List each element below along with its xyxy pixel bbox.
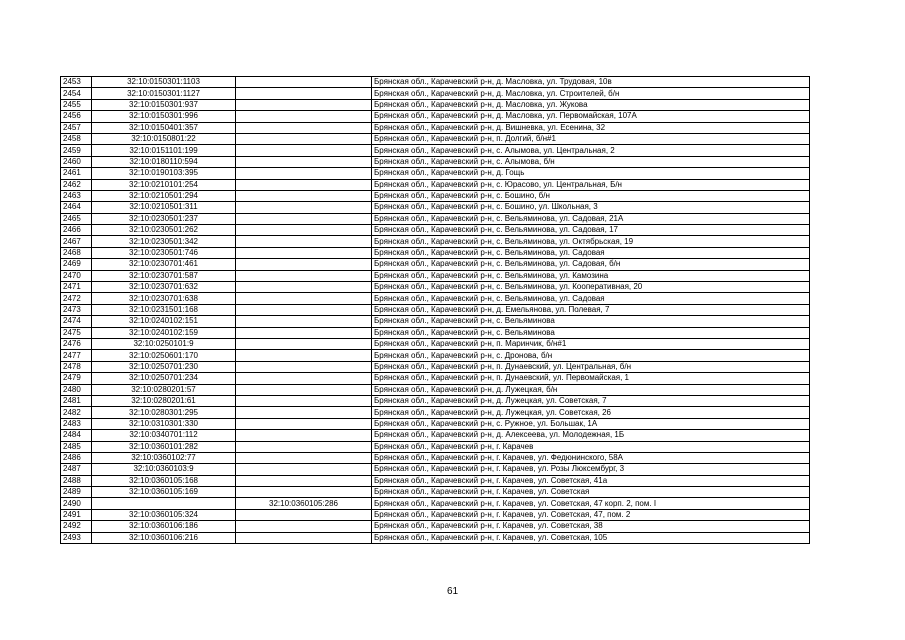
address-cell: Брянская обл., Карачевский р-н, с. Алымова, б/н — [372, 156, 810, 167]
address-cell: Брянская обл., Карачевский р-н, д. Масловка, ул. Трудовая, 10в — [372, 77, 810, 88]
address-cell: Брянская обл., Карачевский р-н, с. Вельяминова, ул. Садовая — [372, 247, 810, 258]
cadastral-number-cell: 32:10:0230501:237 — [92, 213, 236, 224]
cadastral-number-alt-cell — [236, 99, 372, 110]
address-cell: Брянская обл., Карачевский р-н, с. Вельяминова, ул. Садовая — [372, 293, 810, 304]
table-row — [61, 293, 810, 304]
address-cell: Брянская обл., Карачевский р-н, п. Долгий, б/н#1 — [372, 133, 810, 144]
address-cell: Брянская обл., Карачевский р-н, с. Алымова, ул. Центральная, 2 — [372, 145, 810, 156]
row-number-cell: 2479 — [61, 373, 92, 384]
row-number-cell: 2470 — [61, 270, 92, 281]
table-row — [61, 395, 810, 406]
row-number-cell: 2460 — [61, 156, 92, 167]
cadastral-number-cell: 32:10:0280301:295 — [92, 407, 236, 418]
address-cell: Брянская обл., Карачевский р-н, с. Ружное, ул. Большак, 1А — [372, 418, 810, 429]
address-cell: Брянская обл., Карачевский р-н, г. Карачев, ул. Федюнинского, 58А — [372, 452, 810, 463]
table-row — [61, 88, 810, 99]
address-cell: Брянская обл., Карачевский р-н, с. Вельяминова, ул. Садовая, 21А — [372, 213, 810, 224]
cadastral-number-cell: 32:10:0280201:61 — [92, 395, 236, 406]
cadastral-number-alt-cell — [236, 327, 372, 338]
cadastral-number-alt-cell — [236, 179, 372, 190]
cadastral-number-alt-cell — [236, 111, 372, 122]
address-cell: Брянская обл., Карачевский р-н, с. Вельяминова, ул. Садовая, 17 — [372, 225, 810, 236]
cadastral-number-alt-cell — [236, 282, 372, 293]
table-row — [61, 247, 810, 258]
cadastral-number-alt-cell — [236, 384, 372, 395]
address-cell: Брянская обл., Карачевский р-н, д. Масловка, ул. Жукова — [372, 99, 810, 110]
row-number-cell: 2487 — [61, 464, 92, 475]
row-number-cell: 2483 — [61, 418, 92, 429]
cadastral-number-cell: 32:10:0310301:330 — [92, 418, 236, 429]
address-cell: Брянская обл., Карачевский р-н, г. Карачев, ул. Советская — [372, 487, 810, 498]
cadastral-number-alt-cell — [236, 395, 372, 406]
cadastral-number-cell: 32:10:0240102:151 — [92, 316, 236, 327]
cadastral-number-cell: 32:10:0280201:57 — [92, 384, 236, 395]
cadastral-number-cell: 32:10:0230501:262 — [92, 225, 236, 236]
cadastral-number-alt-cell — [236, 190, 372, 201]
table-row — [61, 475, 810, 486]
cadastral-number-cell: 32:10:0230501:746 — [92, 247, 236, 258]
address-cell: Брянская обл., Карачевский р-н, г. Карачев, ул. Советская, 38 — [372, 521, 810, 532]
row-number-cell: 2480 — [61, 384, 92, 395]
table-row — [61, 452, 810, 463]
table-row — [61, 521, 810, 532]
cadastral-number-cell: 32:10:0230701:632 — [92, 282, 236, 293]
table-row — [61, 145, 810, 156]
table-row — [61, 327, 810, 338]
row-number-cell: 2468 — [61, 247, 92, 258]
table-row — [61, 225, 810, 236]
cadastral-number-alt-cell — [236, 236, 372, 247]
address-cell: Брянская обл., Карачевский р-н, с. Дронова, б/н — [372, 350, 810, 361]
cadastral-number-cell: 32:10:0240102:159 — [92, 327, 236, 338]
row-number-cell: 2469 — [61, 259, 92, 270]
row-number-cell: 2490 — [61, 498, 92, 509]
row-number-cell: 2492 — [61, 521, 92, 532]
row-number-cell: 2461 — [61, 168, 92, 179]
cadastral-number-cell: 32:10:0230501:342 — [92, 236, 236, 247]
table-row — [61, 77, 810, 88]
row-number-cell: 2482 — [61, 407, 92, 418]
cadastral-number-cell: 32:10:0250701:234 — [92, 373, 236, 384]
table-row — [61, 122, 810, 133]
cadastral-number-alt-cell — [236, 418, 372, 429]
cadastral-number-alt-cell — [236, 509, 372, 520]
table-row — [61, 407, 810, 418]
table-row — [61, 282, 810, 293]
address-cell: Брянская обл., Карачевский р-н, п. Дунаевский, ул. Первомайская, 1 — [372, 373, 810, 384]
address-cell: Брянская обл., Карачевский р-н, с. Вельяминова, ул. Камозина — [372, 270, 810, 281]
row-number-cell: 2474 — [61, 316, 92, 327]
cadastral-number-alt-cell — [236, 521, 372, 532]
cadastral-number-alt-cell — [236, 338, 372, 349]
cadastral-number-cell: 32:10:0210501:294 — [92, 190, 236, 201]
table-row — [61, 259, 810, 270]
cadastral-number-cell: 32:10:0230701:638 — [92, 293, 236, 304]
table-row — [61, 487, 810, 498]
cadastral-number-alt-cell — [236, 430, 372, 441]
cadastral-number-cell: 32:10:0250701:230 — [92, 361, 236, 372]
cadastral-number-cell: 32:10:0360105:168 — [92, 475, 236, 486]
row-number-cell: 2464 — [61, 202, 92, 213]
address-cell: Брянская обл., Карачевский р-н, г. Карачев, ул. Розы Люксембург, 3 — [372, 464, 810, 475]
cadastral-number-alt-cell — [236, 304, 372, 315]
row-number-cell: 2491 — [61, 509, 92, 520]
registry-table — [60, 76, 810, 544]
row-number-cell: 2475 — [61, 327, 92, 338]
address-cell: Брянская обл., Карачевский р-н, д. Лужецкая, б/н — [372, 384, 810, 395]
address-cell: Брянская обл., Карачевский р-н, с. Вельяминова — [372, 327, 810, 338]
table-row — [61, 213, 810, 224]
row-number-cell: 2481 — [61, 395, 92, 406]
cadastral-number-cell: 32:10:0360102:77 — [92, 452, 236, 463]
cadastral-number-alt-cell — [236, 464, 372, 475]
cadastral-number-alt-cell — [236, 373, 372, 384]
row-number-cell: 2484 — [61, 430, 92, 441]
address-cell: Брянская обл., Карачевский р-н, с. Бошино, ул. Школьная, 3 — [372, 202, 810, 213]
row-number-cell: 2453 — [61, 77, 92, 88]
cadastral-number-alt-cell — [236, 202, 372, 213]
cadastral-number-cell: 32:10:0250601:170 — [92, 350, 236, 361]
cadastral-number-cell — [92, 498, 236, 509]
table-row — [61, 384, 810, 395]
cadastral-number-alt-cell — [236, 452, 372, 463]
cadastral-number-cell: 32:10:0230701:587 — [92, 270, 236, 281]
address-cell: Брянская обл., Карачевский р-н, д. Алексеева, ул. Молодежная, 1Б — [372, 430, 810, 441]
table-row — [61, 133, 810, 144]
row-number-cell: 2458 — [61, 133, 92, 144]
cadastral-number-alt-cell — [236, 293, 372, 304]
table-row — [61, 373, 810, 384]
address-cell: Брянская обл., Карачевский р-н, п. Дунаевский, ул. Центральная, б/н — [372, 361, 810, 372]
table-row — [61, 111, 810, 122]
page-number: 61 — [446, 586, 459, 597]
row-number-cell: 2472 — [61, 293, 92, 304]
cadastral-number-alt-cell — [236, 225, 372, 236]
cadastral-number-cell: 32:10:0150301:1103 — [92, 77, 236, 88]
cadastral-number-cell: 32:10:0231501:168 — [92, 304, 236, 315]
cadastral-number-alt-cell — [236, 407, 372, 418]
table-row — [61, 270, 810, 281]
cadastral-number-cell: 32:10:0360106:216 — [92, 532, 236, 543]
cadastral-number-alt-cell — [236, 441, 372, 452]
row-number-cell: 2478 — [61, 361, 92, 372]
table-row — [61, 350, 810, 361]
cadastral-number-cell: 32:10:0230701:461 — [92, 259, 236, 270]
address-cell: Брянская обл., Карачевский р-н, п. Маринчик, б/н#1 — [372, 338, 810, 349]
row-number-cell: 2457 — [61, 122, 92, 133]
address-cell: Брянская обл., Карачевский р-н, д. Гощь — [372, 168, 810, 179]
row-number-cell: 2477 — [61, 350, 92, 361]
address-cell: Брянская обл., Карачевский р-н, г. Карачев, ул. Советская, 47 корп. 2, пом. I — [372, 498, 810, 509]
cadastral-number-cell: 32:10:0360105:169 — [92, 487, 236, 498]
cadastral-number-cell: 32:10:0150801:22 — [92, 133, 236, 144]
cadastral-number-cell: 32:10:0190103:395 — [92, 168, 236, 179]
address-cell: Брянская обл., Карачевский р-н, с. Юрасово, ул. Центральная, Б/н — [372, 179, 810, 190]
row-number-cell: 2467 — [61, 236, 92, 247]
address-cell: Брянская обл., Карачевский р-н, д. Емельянова, ул. Полевая, 7 — [372, 304, 810, 315]
cadastral-number-cell: 32:10:0210501:311 — [92, 202, 236, 213]
table-row — [61, 430, 810, 441]
address-cell: Брянская обл., Карачевский р-н, г. Карачев, ул. Советская, 105 — [372, 532, 810, 543]
table-row — [61, 418, 810, 429]
address-cell: Брянская обл., Карачевский р-н, г. Карачев — [372, 441, 810, 452]
table-row — [61, 99, 810, 110]
cadastral-number-alt-cell — [236, 361, 372, 372]
table-row — [61, 464, 810, 475]
row-number-cell: 2455 — [61, 99, 92, 110]
row-number-cell: 2493 — [61, 532, 92, 543]
cadastral-number-alt-cell — [236, 133, 372, 144]
table-row — [61, 236, 810, 247]
cadastral-number-cell: 32:10:0180110:594 — [92, 156, 236, 167]
address-cell: Брянская обл., Карачевский р-н, с. Вельяминова, ул. Садовая, б/н — [372, 259, 810, 270]
cadastral-number-cell: 32:10:0340701:112 — [92, 430, 236, 441]
registry-table-body — [61, 77, 810, 544]
table-row — [61, 304, 810, 315]
address-cell: Брянская обл., Карачевский р-н, г. Карачев, ул. Советская, 41а — [372, 475, 810, 486]
cadastral-number-alt-cell — [236, 259, 372, 270]
table-row — [61, 338, 810, 349]
cadastral-number-alt-cell: 32:10:0360105:286 — [236, 498, 372, 509]
address-cell: Брянская обл., Карачевский р-н, с. Вельяминова — [372, 316, 810, 327]
cadastral-number-alt-cell — [236, 145, 372, 156]
table-row — [61, 190, 810, 201]
cadastral-number-alt-cell — [236, 88, 372, 99]
row-number-cell: 2459 — [61, 145, 92, 156]
cadastral-number-alt-cell — [236, 350, 372, 361]
row-number-cell: 2454 — [61, 88, 92, 99]
table-row — [61, 202, 810, 213]
cadastral-number-cell: 32:10:0210101:254 — [92, 179, 236, 190]
row-number-cell: 2489 — [61, 487, 92, 498]
table-row — [61, 179, 810, 190]
row-number-cell: 2473 — [61, 304, 92, 315]
row-number-cell: 2471 — [61, 282, 92, 293]
cadastral-number-alt-cell — [236, 247, 372, 258]
cadastral-number-alt-cell — [236, 270, 372, 281]
table-row — [61, 532, 810, 543]
cadastral-number-cell: 32:10:0150301:996 — [92, 111, 236, 122]
cadastral-number-alt-cell — [236, 316, 372, 327]
row-number-cell: 2456 — [61, 111, 92, 122]
row-number-cell: 2466 — [61, 225, 92, 236]
cadastral-number-alt-cell — [236, 168, 372, 179]
cadastral-number-cell: 32:10:0150301:937 — [92, 99, 236, 110]
cadastral-number-alt-cell — [236, 77, 372, 88]
address-cell: Брянская обл., Карачевский р-н, д. Масловка, ул. Первомайская, 107А — [372, 111, 810, 122]
cadastral-number-alt-cell — [236, 156, 372, 167]
address-cell: Брянская обл., Карачевский р-н, г. Карачев, ул. Советская, 47, пом. 2 — [372, 509, 810, 520]
cadastral-number-alt-cell — [236, 487, 372, 498]
table-row — [61, 498, 810, 509]
row-number-cell: 2462 — [61, 179, 92, 190]
cadastral-number-cell: 32:10:0151101:199 — [92, 145, 236, 156]
cadastral-number-alt-cell — [236, 122, 372, 133]
table-row — [61, 156, 810, 167]
cadastral-number-alt-cell — [236, 213, 372, 224]
row-number-cell: 2485 — [61, 441, 92, 452]
table-row — [61, 361, 810, 372]
address-cell: Брянская обл., Карачевский р-н, д. Вишневка, ул. Есенина, 32 — [372, 122, 810, 133]
row-number-cell: 2488 — [61, 475, 92, 486]
cadastral-number-cell: 32:10:0360103:9 — [92, 464, 236, 475]
table-row — [61, 441, 810, 452]
cadastral-number-cell: 32:10:0250101:9 — [92, 338, 236, 349]
row-number-cell: 2465 — [61, 213, 92, 224]
cadastral-number-cell: 32:10:0150401:357 — [92, 122, 236, 133]
address-cell: Брянская обл., Карачевский р-н, с. Бошино, б/н — [372, 190, 810, 201]
row-number-cell: 2486 — [61, 452, 92, 463]
cadastral-number-cell: 32:10:0360106:186 — [92, 521, 236, 532]
cadastral-number-cell: 32:10:0360101:282 — [92, 441, 236, 452]
table-row — [61, 509, 810, 520]
row-number-cell: 2476 — [61, 338, 92, 349]
cadastral-number-cell: 32:10:0360105:324 — [92, 509, 236, 520]
table-row — [61, 316, 810, 327]
table-row — [61, 168, 810, 179]
address-cell: Брянская обл., Карачевский р-н, д. Лужецкая, ул. Советская, 26 — [372, 407, 810, 418]
row-number-cell: 2463 — [61, 190, 92, 201]
address-cell: Брянская обл., Карачевский р-н, с. Вельяминова, ул. Кооперативная, 20 — [372, 282, 810, 293]
address-cell: Брянская обл., Карачевский р-н, д. Масловка, ул. Строителей, б/н — [372, 88, 810, 99]
cadastral-number-alt-cell — [236, 475, 372, 486]
address-cell: Брянская обл., Карачевский р-н, д. Лужецкая, ул. Советская, 7 — [372, 395, 810, 406]
cadastral-number-alt-cell — [236, 532, 372, 543]
cadastral-number-cell: 32:10:0150301:1127 — [92, 88, 236, 99]
address-cell: Брянская обл., Карачевский р-н, с. Вельяминова, ул. Октябрьская, 19 — [372, 236, 810, 247]
